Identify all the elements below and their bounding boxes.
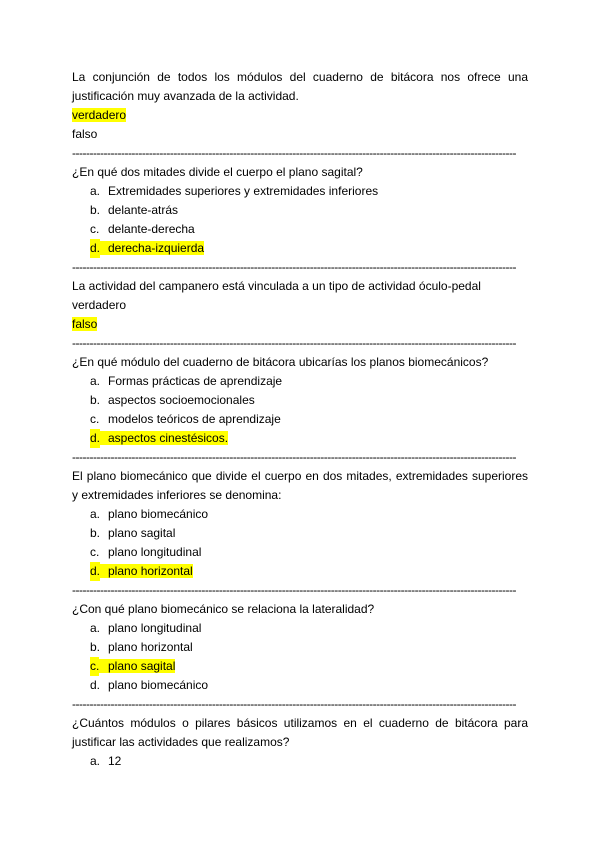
answer-option-correct xyxy=(72,562,528,581)
question-text: ¿En qué dos mitades divide el cuerpo el plano sagital? xyxy=(72,165,363,179)
question-text: ¿Cuántos módulos o pilares básicos utilizamos en el cuaderno de bitácora para justificar las actividades que realizamos? xyxy=(72,716,528,749)
answer-option xyxy=(72,220,528,239)
question-text: La actividad del campanero está vinculada a un tipo de actividad óculo-pedal xyxy=(72,279,481,293)
option-text: derecha-izquierda xyxy=(90,241,204,255)
option-text: plano sagital xyxy=(108,526,176,540)
option-text: plano horizontal xyxy=(90,564,193,578)
question-block xyxy=(72,68,528,144)
option-text: plano horizontal xyxy=(108,640,193,654)
separator-line: ------------------------------------------------------------------------------------------------------------------------------- xyxy=(72,450,517,464)
option-letter: b. xyxy=(90,393,101,407)
question-text: ¿Con qué plano biomecánico se relaciona la lateralidad? xyxy=(72,602,375,616)
option-text: plano biomecánico xyxy=(108,678,209,692)
question-block xyxy=(72,163,528,258)
answer-option-falso: falso xyxy=(72,317,98,331)
answer-option xyxy=(72,410,528,429)
option-text: aspectos cinestésicos. xyxy=(90,431,228,445)
separator-line: ------------------------------------------------------------------------------------------------------------------------------- xyxy=(72,260,517,274)
option-letter: d. xyxy=(90,562,100,581)
option-text: Formas prácticas de aprendizaje xyxy=(108,374,283,388)
answer-option xyxy=(72,619,528,638)
option-letter: d. xyxy=(90,239,100,258)
answer-option xyxy=(72,676,528,695)
option-text: 12 xyxy=(108,754,122,768)
option-letter: a. xyxy=(90,507,101,521)
answer-option xyxy=(72,752,528,771)
question-text: El plano biomecánico que divide el cuerpo en dos mitades, extremidades superiores y extremidades inferiores se denomina: xyxy=(72,469,528,502)
option-text: aspectos socioemocionales xyxy=(108,393,255,407)
answer-option xyxy=(72,182,528,201)
answer-option xyxy=(72,524,528,543)
answer-option-correct xyxy=(72,239,528,258)
question-block xyxy=(72,353,528,448)
option-text: modelos teóricos de aprendizaje xyxy=(108,412,281,426)
option-text: plano biomecánico xyxy=(108,507,209,521)
separator-line: ------------------------------------------------------------------------------------------------------------------------------- xyxy=(72,583,517,597)
answer-option xyxy=(72,201,528,220)
option-letter: a. xyxy=(90,621,101,635)
option-text: plano longitudinal xyxy=(108,545,202,559)
option-text: plano sagital xyxy=(90,659,175,673)
option-text: plano longitudinal xyxy=(108,621,202,635)
option-letter: c. xyxy=(90,412,100,426)
option-letter: a. xyxy=(90,374,101,388)
separator-line: ------------------------------------------------------------------------------------------------------------------------------- xyxy=(72,146,517,160)
question-text: La conjunción de todos los módulos del cuaderno de bitácora nos ofrece una justificación muy avanzada de la actividad. xyxy=(72,70,528,103)
question-block xyxy=(72,277,528,334)
option-letter: b. xyxy=(90,526,101,540)
option-letter: c. xyxy=(90,657,99,676)
option-letter: c. xyxy=(90,222,100,236)
option-letter: d. xyxy=(90,678,101,692)
answer-option xyxy=(72,372,528,391)
option-text: delante-atrás xyxy=(108,203,179,217)
question-text: ¿En qué módulo del cuaderno de bitácora ubicarías los planos biomecánicos? xyxy=(72,355,489,369)
answer-option xyxy=(72,391,528,410)
separator-line: ------------------------------------------------------------------------------------------------------------------------------- xyxy=(72,697,517,711)
answer-option-correct xyxy=(72,429,528,448)
option-letter: a. xyxy=(90,754,101,768)
answer-option xyxy=(72,505,528,524)
answer-option-correct xyxy=(72,657,528,676)
option-letter: d. xyxy=(90,429,100,448)
option-text: delante-derecha xyxy=(108,222,195,236)
document-page xyxy=(72,68,528,771)
option-letter: c. xyxy=(90,545,100,559)
question-block xyxy=(72,467,528,581)
separator-line: ------------------------------------------------------------------------------------------------------------------------------- xyxy=(72,336,517,350)
answer-option xyxy=(72,638,528,657)
answer-option-verdadero: verdadero xyxy=(72,108,127,122)
answer-option xyxy=(72,543,528,562)
option-letter: a. xyxy=(90,184,101,198)
answer-option-falso: falso xyxy=(72,127,98,141)
option-text: Extremidades superiores y extremidades inferiores xyxy=(108,184,379,198)
question-block xyxy=(72,600,528,695)
question-block xyxy=(72,714,528,771)
option-letter: b. xyxy=(90,203,101,217)
answer-option-verdadero: verdadero xyxy=(72,298,127,312)
option-letter: b. xyxy=(90,640,101,654)
